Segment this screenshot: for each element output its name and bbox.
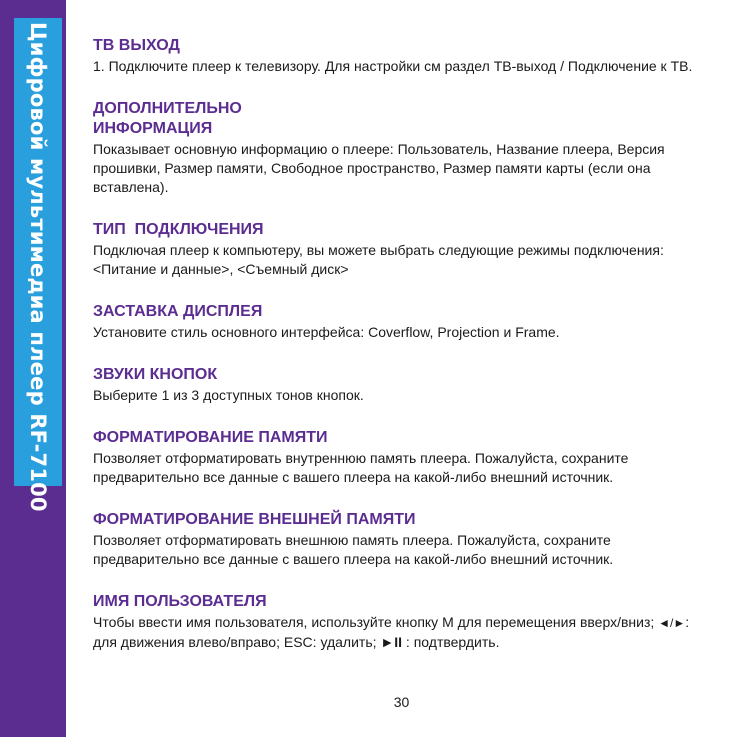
section-heading (93, 510, 713, 530)
heading-line: ЗВУКИ КНОПОК (93, 366, 218, 383)
section-tv-out (93, 36, 713, 76)
section-heading (93, 428, 713, 448)
page-number: 30 (393, 694, 410, 710)
section-body: 1. Подключите плеер к телевизору. Для настройки см раздел ТВ-выход / Подключение к ТВ. (93, 58, 693, 74)
section-heading (93, 36, 713, 56)
heading-line: ФОРМАТИРОВАНИЕ ВНЕШНЕЙ ПАМЯТИ (93, 511, 416, 528)
section-format-external-memory (93, 510, 713, 569)
section-heading (93, 302, 713, 322)
section-body: Позволяет отформатировать внутреннюю память плеера. Пожалуйста, сохраните предварительно все данные с вашего плеера на какой-либо внешний источник. (93, 450, 629, 485)
heading-line: ТИП ПОДКЛЮЧЕНИЯ (93, 221, 264, 238)
heading-line: ИНФОРМАЦИЯ (93, 120, 213, 137)
section-user-name (93, 592, 713, 652)
section-heading (93, 99, 713, 139)
section-heading (93, 220, 713, 240)
content (93, 36, 713, 675)
section-heading (93, 365, 713, 385)
section-body: Позволяет отформатировать внешнюю память плеера. Пожалуйста, сохраните предварительно все данные с вашего плеера на какой-либо внешний источник. (93, 532, 614, 567)
section-body (93, 613, 713, 652)
section-body: Выберите 1 из 3 доступных тонов кнопок. (93, 387, 364, 403)
section-key-sounds (93, 365, 713, 405)
section-body: Подключая плеер к компьютеру, вы можете выбрать следующие режимы подключения: <Питание и данные>, <Съемный диск> (93, 242, 664, 277)
section-additional-info (93, 99, 713, 197)
section-body: Установите стиль основного интерфейса: Coverflow, Projection и Frame. (93, 324, 560, 340)
body-text: Чтобы ввести имя пользователя, используйте кнопку M для перемещения вверх/вниз; (93, 614, 659, 630)
section-format-memory (93, 428, 713, 487)
section-heading (93, 592, 713, 612)
section-body: Показывает основную информацию о плеере: Пользователь, Название плеера, Версия прошивки, Размер памяти, Свободное пространство, Размер памяти карты (если она вставлена). (93, 141, 665, 195)
sidebar-title: Цифровой мультимедиа плеер RF-7100 (26, 22, 50, 512)
body-text: : подтвердить. (402, 634, 500, 650)
heading-line: ФОРМАТИРОВАНИЕ ПАМЯТИ (93, 429, 328, 446)
heading-line: ЗАСТАВКА ДИСПЛЕЯ (93, 303, 263, 320)
heading-line: ДОПОЛНИТЕЛЬНО (93, 100, 242, 117)
play-pause-icon: ►II (380, 634, 403, 650)
body-text: : для движения влево/вправо; ESC: удалить; (93, 614, 690, 650)
sidebar (0, 0, 66, 737)
left-right-arrows-icon: ◄/► (658, 616, 686, 630)
heading-line: ТВ ВЫХОД (93, 37, 180, 54)
section-connection-type (93, 220, 713, 279)
heading-line: ИМЯ ПОЛЬЗОВАТЕЛЯ (93, 593, 267, 610)
section-screensaver (93, 302, 713, 342)
